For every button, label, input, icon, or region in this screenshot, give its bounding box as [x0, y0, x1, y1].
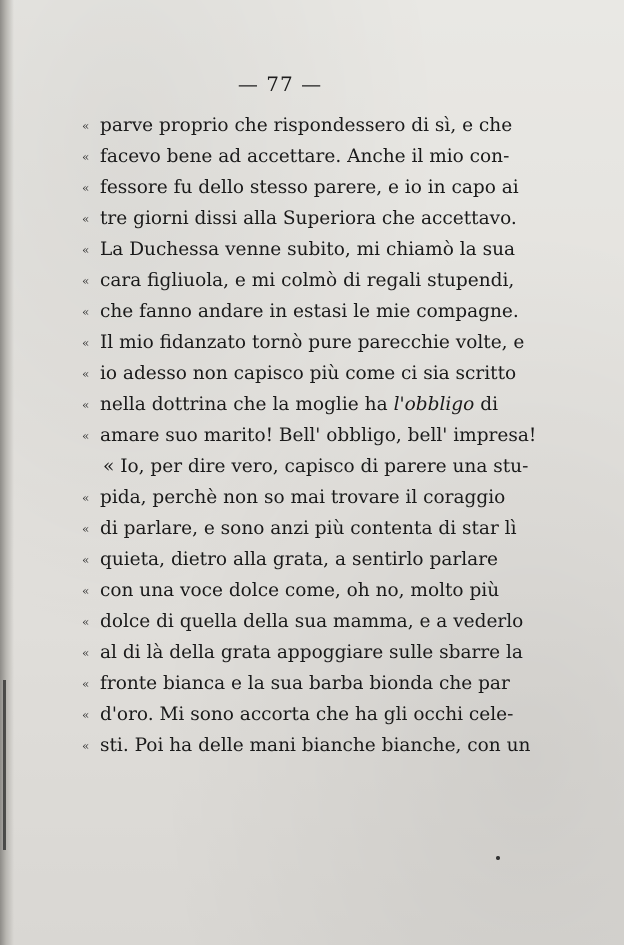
text-line — [82, 513, 517, 544]
quote-mark: « — [82, 584, 90, 598]
text-line — [82, 389, 502, 420]
line-text: che fanno andare in estasi le mie compagne. — [100, 301, 519, 322]
line-text: al di là della grata appoggiare sulle sbarre la — [100, 642, 523, 663]
paper-speck — [496, 856, 500, 860]
line-text: facevo bene ad accettare. Anche il mio con- — [100, 146, 510, 167]
quote-mark: « — [82, 150, 90, 164]
text-line — [82, 482, 506, 513]
line-text: pida, perchè non so mai trovare il coraggio — [100, 487, 506, 508]
quote-mark: « — [82, 181, 90, 195]
quote-mark: « — [82, 212, 90, 226]
line-text: « Io, per dire vero, capisco di parere una stu- — [103, 456, 529, 477]
quote-mark: « — [82, 119, 90, 133]
quote-mark: « — [82, 708, 90, 722]
line-text: sti. Poi ha delle mani bianche bianche, con un — [100, 735, 531, 756]
line-text: La Duchessa venne subito, mi chiamò la sua — [100, 239, 516, 260]
page-number: — 77 — — [237, 72, 323, 96]
line-text: di parlare, e sono anzi più contenta di star lì — [100, 518, 517, 539]
line-text-before: nella dottrina che la moglie ha — [100, 394, 394, 415]
line-text: tre giorni dissi alla Superiora che accettavo. — [100, 208, 517, 229]
quote-mark: « — [82, 336, 90, 350]
quote-mark: « — [82, 522, 90, 536]
body-text — [82, 110, 537, 761]
text-line — [82, 203, 517, 234]
line-text: parve proprio che rispondessero di sì, e che — [100, 115, 513, 136]
line-text: amare suo marito! Bell' obbligo, bell' impresa! — [100, 425, 537, 446]
line-text: io adesso non capisco più come ci sia scritto — [100, 363, 517, 384]
text-line — [82, 606, 524, 637]
quote-mark: « — [82, 243, 90, 257]
text-line — [82, 234, 516, 265]
quote-mark: « — [82, 398, 90, 412]
line-text: cara figliuola, e mi colmò di regali stupendi, — [100, 270, 515, 291]
italic-word: l'obbligo — [393, 394, 475, 415]
text-line — [82, 141, 510, 172]
quote-mark: « — [82, 305, 90, 319]
text-line — [82, 699, 514, 730]
quote-mark: « — [82, 739, 90, 753]
text-line — [82, 730, 531, 761]
text-line — [82, 451, 529, 482]
text-line — [82, 420, 537, 451]
quote-mark: « — [82, 646, 90, 660]
quote-mark: « — [82, 677, 90, 691]
text-line — [82, 110, 513, 141]
text-line — [82, 296, 519, 327]
text-line — [82, 637, 523, 668]
line-text: fessore fu dello stesso parere, e io in capo ai — [100, 177, 519, 198]
text-line — [82, 544, 502, 575]
line-text — [100, 389, 498, 420]
text-line — [82, 575, 502, 606]
line-text: Il mio fidanzato tornò pure parecchie volte, e — [100, 332, 525, 353]
text-line — [82, 172, 519, 203]
text-line — [82, 668, 510, 699]
quote-mark: « — [82, 367, 90, 381]
quote-mark: « — [82, 274, 90, 288]
text-line — [82, 327, 525, 358]
line-text: fronte bianca e la sua barba bionda che par — [100, 673, 510, 694]
page-binding-edge — [0, 0, 14, 945]
text-line — [82, 265, 515, 296]
line-text: dolce di quella della sua mamma, e a vederlo — [100, 611, 524, 632]
quote-mark: « — [82, 615, 90, 629]
line-text: con una voce dolce come, oh no, molto più — [100, 580, 500, 601]
line-text-after: di — [474, 394, 499, 415]
quote-mark: « — [82, 553, 90, 567]
quote-mark: « — [82, 429, 90, 443]
line-text: d'oro. Mi sono accorta che ha gli occhi cele- — [100, 704, 514, 725]
quote-mark: « — [82, 491, 90, 505]
text-line — [82, 358, 517, 389]
line-text: quieta, dietro alla grata, a sentirlo parlare — [100, 549, 498, 570]
